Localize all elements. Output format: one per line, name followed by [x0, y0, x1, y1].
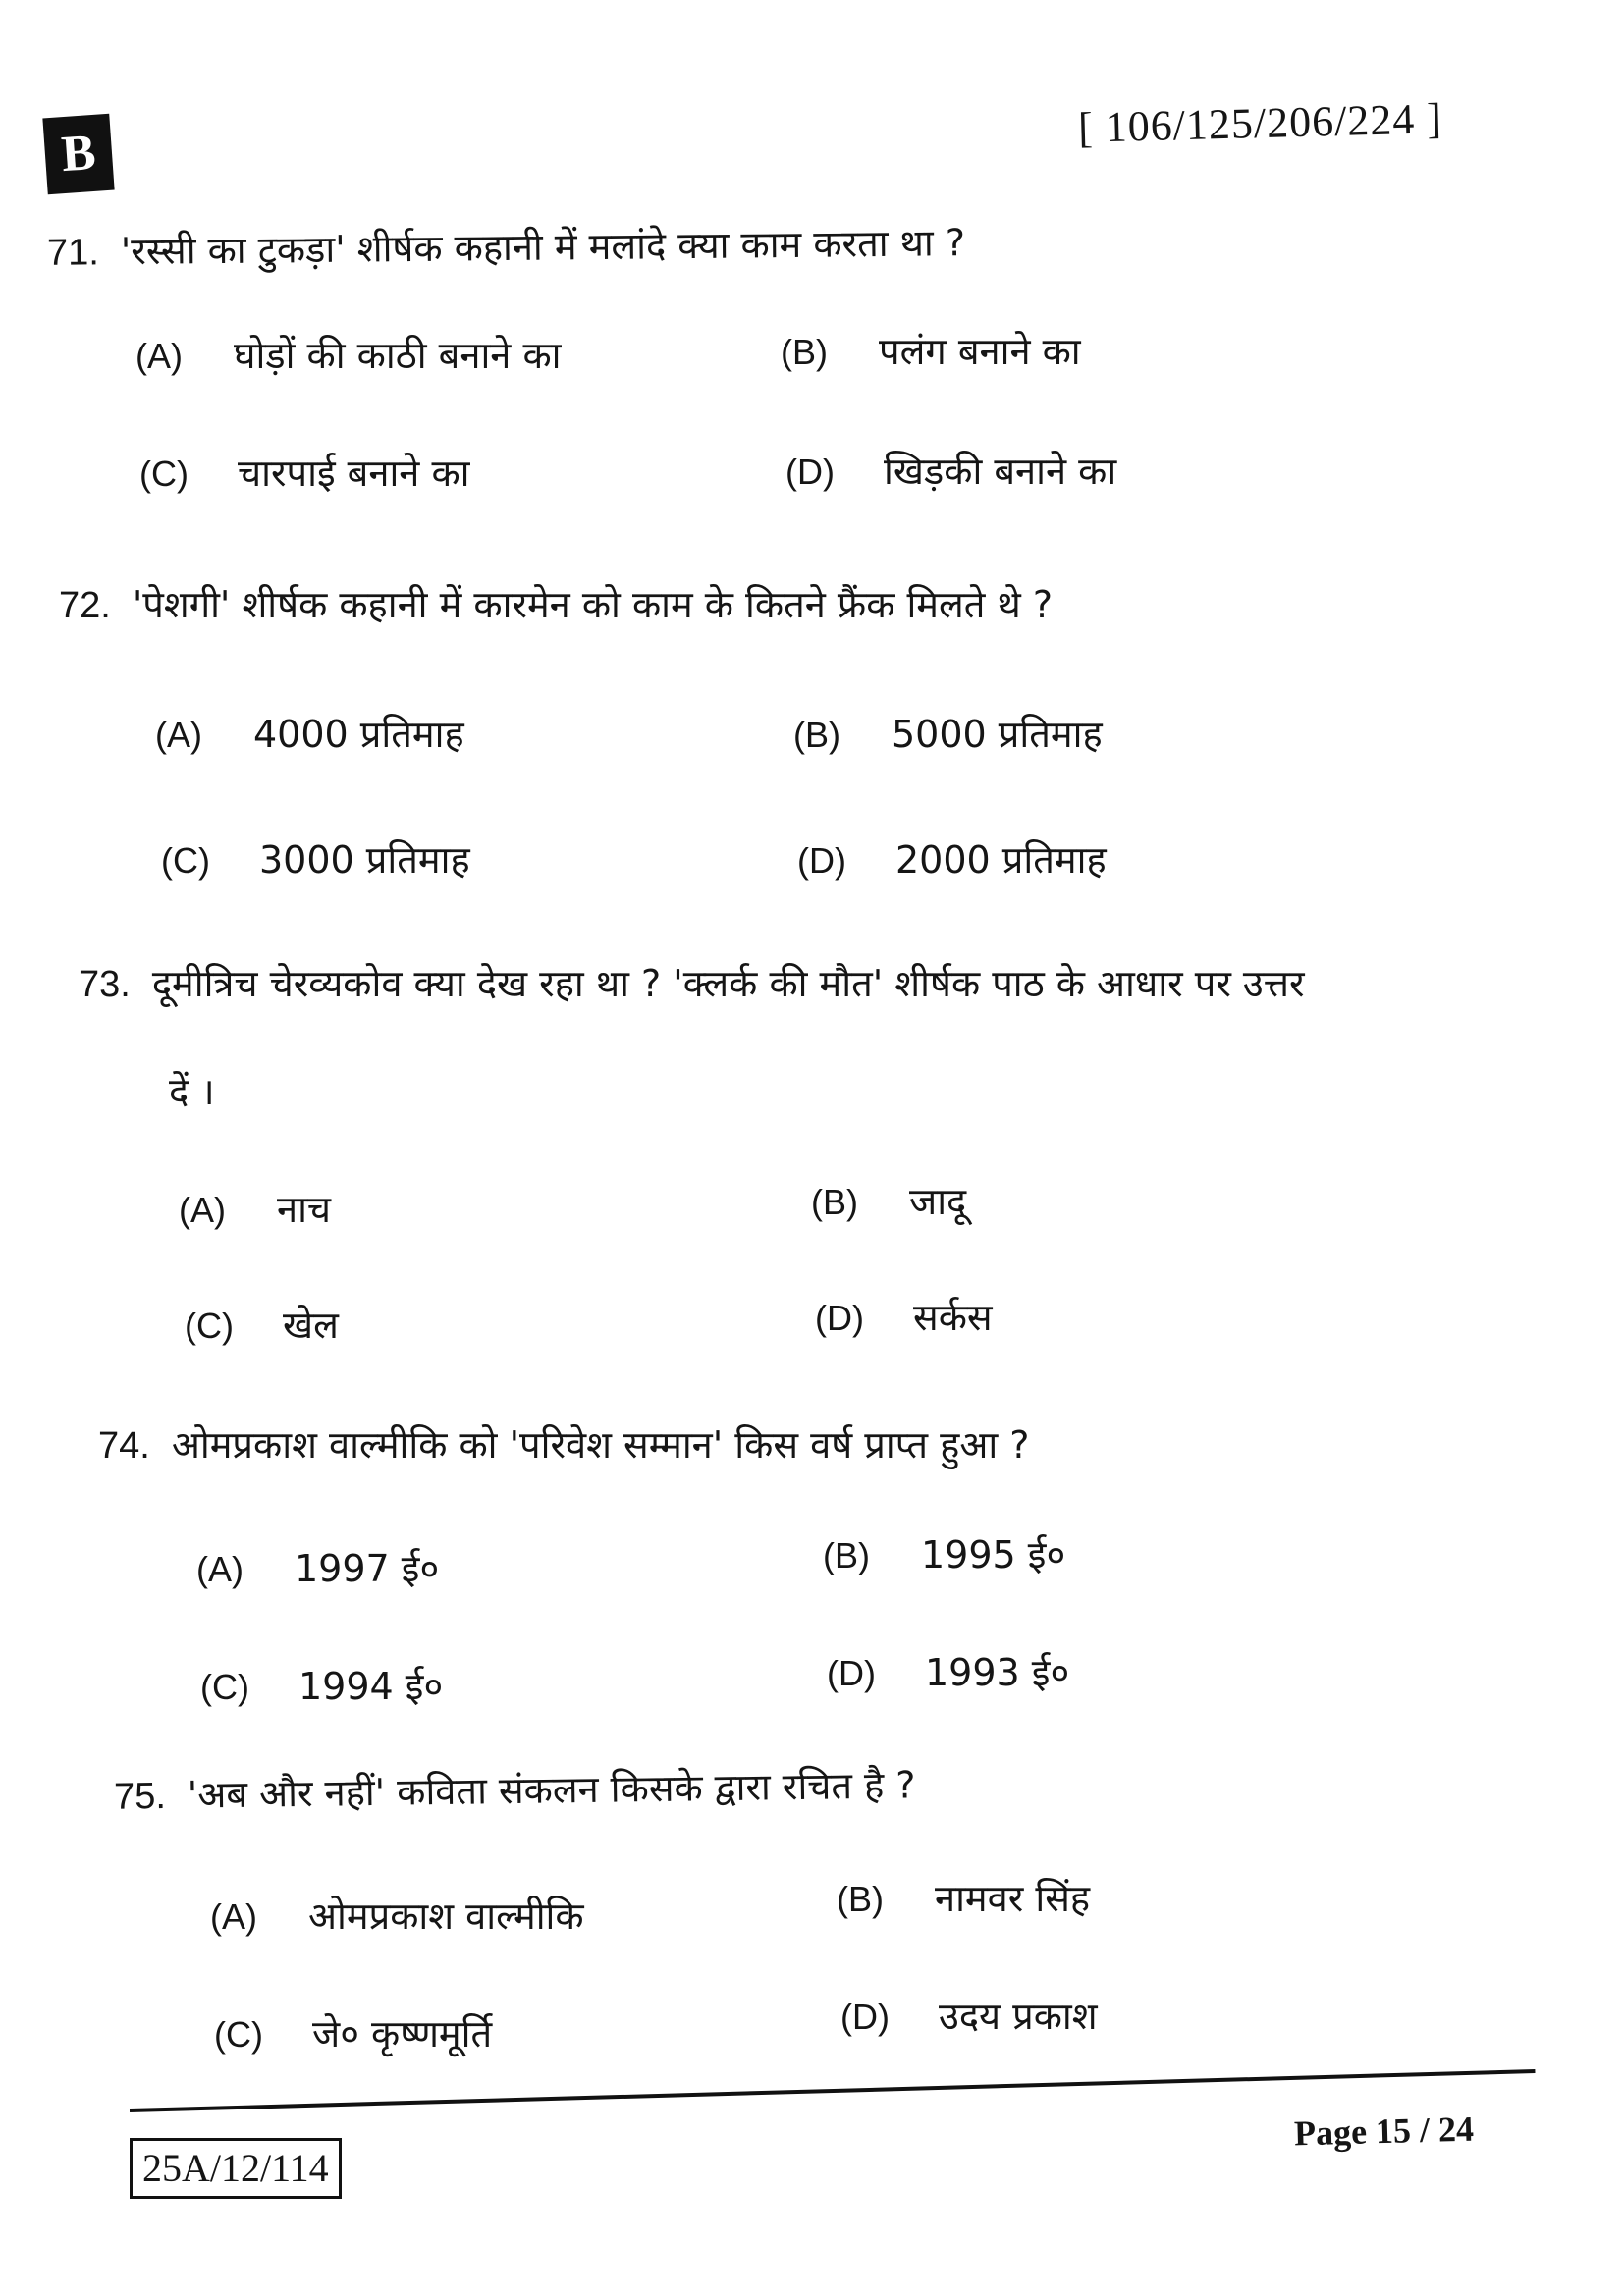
question-text: 'पेशगी' शीर्षक कहानी में कारमेन को काम के कितने फ्रैंक मिलते थे ? — [132, 583, 1054, 626]
option-label: (D) — [840, 1997, 890, 2037]
option-text: 3000 प्रतिमाह — [259, 838, 470, 881]
question-text: ओमप्रकाश वाल्मीकि को 'परिवेश सम्मान' किस वर्ष प्राप्त हुआ ? — [171, 1423, 1030, 1467]
option-label: (C) — [185, 1306, 234, 1346]
paper-code-box: 25A/12/114 — [130, 2138, 342, 2199]
option-71-a[interactable] — [135, 332, 562, 380]
option-label: (A) — [210, 1896, 257, 1937]
option-75-c[interactable] — [214, 2010, 492, 2058]
question-text: 'रस्सी का टुकड़ा' शीर्षक कहानी में मलांदे क्या काम करता था ? — [120, 221, 966, 274]
option-74-a[interactable] — [196, 1545, 439, 1593]
option-label: (D) — [815, 1298, 864, 1338]
option-text: 5000 प्रतिमाह — [892, 713, 1103, 756]
option-label: (A) — [155, 715, 202, 755]
question-73 — [79, 960, 1305, 1008]
option-75-a[interactable] — [210, 1893, 584, 1941]
question-text: 'अब और नहीं' कविता संकलन किसके द्वारा रचित है ? — [187, 1763, 916, 1817]
option-text: खेल — [283, 1304, 339, 1347]
question-71 — [47, 219, 966, 277]
question-73-continuation: दें । — [169, 1070, 215, 1113]
question-number: 75. — [113, 1775, 167, 1818]
option-label: (A) — [179, 1190, 226, 1230]
option-text: नाच — [277, 1188, 332, 1231]
option-label: (B) — [781, 332, 828, 372]
option-72-d[interactable] — [797, 836, 1107, 884]
option-text: उदय प्रकाश — [939, 1995, 1098, 2038]
option-label: (A) — [135, 336, 183, 376]
question-74 — [98, 1421, 1029, 1469]
option-75-b[interactable] — [837, 1875, 1090, 1923]
option-73-d[interactable] — [815, 1294, 993, 1342]
option-label: (C) — [200, 1667, 249, 1707]
option-71-d[interactable] — [785, 448, 1116, 496]
question-number: 71. — [46, 232, 100, 274]
option-text: जे० कृष्णमूर्ति — [312, 2012, 493, 2056]
set-badge: B — [42, 114, 114, 195]
footer-divider — [130, 2069, 1536, 2112]
option-label: (C) — [214, 2014, 263, 2055]
option-label: (B) — [793, 715, 840, 755]
question-number: 74. — [98, 1425, 150, 1467]
page-number: Page 15 / 24 — [1293, 2109, 1475, 2154]
option-71-c[interactable] — [139, 450, 470, 498]
option-text: 2000 प्रतिमाह — [895, 838, 1107, 881]
option-label: (A) — [196, 1549, 244, 1589]
option-73-c[interactable] — [185, 1302, 339, 1350]
option-label: (C) — [139, 454, 189, 494]
option-75-d[interactable] — [840, 1993, 1098, 2041]
paper-codes: [ 106/125/206/224 ] — [1077, 94, 1443, 152]
question-72 — [59, 581, 1053, 629]
option-text: 1995 ई० — [921, 1533, 1066, 1576]
option-73-b[interactable] — [811, 1178, 966, 1226]
option-label: (B) — [811, 1182, 858, 1222]
option-text: 1994 ई० — [298, 1665, 444, 1708]
option-72-b[interactable] — [793, 711, 1103, 759]
option-text: 1993 ई० — [925, 1651, 1070, 1694]
option-label: (D) — [785, 452, 835, 492]
option-text: चारपाई बनाने का — [238, 452, 470, 495]
option-72-c[interactable] — [161, 836, 470, 884]
option-text: सर्कस — [913, 1296, 993, 1339]
question-text: दूमीत्रिच चेरव्यकोव क्या देख रहा था ? 'क्लर्क की मौत' शीर्षक पाठ के आधार पर उत्तर — [151, 962, 1305, 1005]
question-number: 73. — [79, 964, 131, 1005]
option-73-a[interactable] — [179, 1186, 331, 1234]
option-74-b[interactable] — [823, 1531, 1065, 1579]
option-text: पलंग बनाने का — [879, 330, 1081, 373]
option-text: 1997 ई० — [295, 1547, 440, 1590]
option-74-c[interactable] — [200, 1663, 443, 1711]
option-text: ओमप्रकाश वाल्मीकि — [308, 1895, 584, 1938]
option-label: (B) — [837, 1879, 884, 1919]
option-label: (D) — [827, 1653, 876, 1693]
option-label: (D) — [797, 840, 846, 881]
option-label: (C) — [161, 840, 210, 881]
option-74-d[interactable] — [827, 1649, 1069, 1697]
question-75 — [114, 1761, 916, 1820]
option-text: 4000 प्रतिमाह — [253, 713, 464, 756]
option-label: (B) — [823, 1535, 870, 1575]
option-72-a[interactable] — [155, 711, 464, 759]
option-71-b[interactable] — [781, 328, 1081, 376]
option-text: जादू — [909, 1180, 967, 1223]
option-text: नामवर सिंह — [935, 1877, 1091, 1920]
option-text: खिड़की बनाने का — [884, 450, 1117, 493]
question-number: 72. — [59, 585, 111, 626]
option-text: घोड़ों की काठी बनाने का — [234, 334, 562, 377]
